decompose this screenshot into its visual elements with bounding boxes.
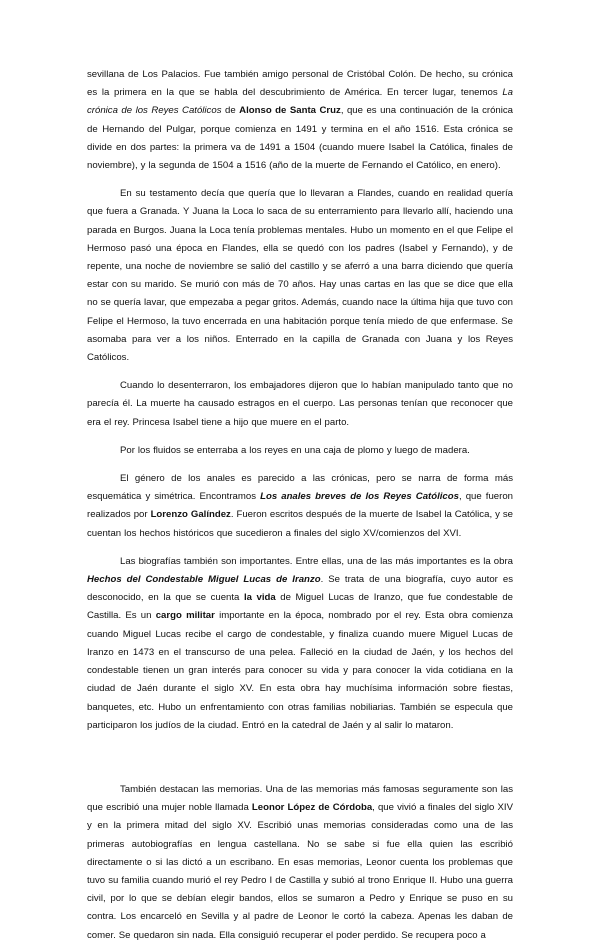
- paragraph: [87, 185, 513, 367]
- bold-italic-text-segment: Los anales breves de los Reyes Católicos: [260, 491, 459, 503]
- paragraph: [87, 470, 513, 543]
- text-segment: También destacan las memorias. Una de las memorias más famosas seguramente son las que escribió una mujer noble llamada: [87, 783, 513, 814]
- bold-text-segment: Lorenzo Galíndez: [150, 509, 231, 521]
- text-segment: de Miguel Lucas de Iranzo, que fue condestable de Castilla. Es un: [87, 592, 513, 622]
- bold-text-segment: la vida: [243, 592, 276, 604]
- document-body: [87, 66, 513, 945]
- paragraph: [87, 442, 513, 460]
- bold-text-segment: Alonso de Santa Cruz: [239, 105, 341, 117]
- bold-italic-text-segment: Hechos del Condestable Miguel Lucas de Iranzo: [87, 574, 321, 586]
- paragraph-spacer: [87, 175, 513, 185]
- paragraph-spacer: [87, 543, 513, 553]
- text-segment: . Fueron escritos después de la muerte de Isabel la Católica, y se cuentan los hechos históricos que sucedieron a finales del siglo XV/comienzos del XVI.: [87, 509, 513, 539]
- paragraph: [87, 553, 513, 735]
- text-segment: , que es una continuación de la crónica de Hernando del Pulgar, porque comienza en 1491 y termina en el año 1516. Esta crónica se divide en dos partes: la primera va de 1491 a 1504 (cuando muere Isabel la Católica, finales de noviembre), y la segunda de 1504 a 1516 (año de la muerte de Fernando el Católico, en enero).: [87, 105, 514, 172]
- text-segment: importante en la época, nombrado por el rey. Esta obra comienza cuando Miguel Lucas recibe el cargo de condestable, y finaliza cuando muere Miguel Lucas de Iranzo en 1473 en el transcurso de una pelea. Falleció en la ciudad de Jaén, y los hechos del condestable tienen un gran interés para conocer su vida y para conocer la vida cotidiana en la ciudad de Jaén durante el siglo XV. En esta obra hay muchísima información sobre fiestas, banquetes, etc. Hubo un enfrentamiento con otras familias nobiliarias. También se especula que participaron los judíos de la ciudad. Entró en la catedral de Jaén y al salir lo mataron.: [87, 610, 513, 731]
- text-segment: Las biografías también son importantes. Entre ellas, una de las más importantes es la obra: [120, 555, 513, 567]
- text-segment: , que fueron realizados por: [87, 491, 513, 521]
- text-segment: Cuando lo desenterraron, los embajadores dijeron que lo habían manipulado tanto que no parecía él. La muerte ha causado estragos en el cuerpo. Las personas tenían que reconocer que era el rey. Princesa Isabel tiene a hijo que muere en el parto.: [87, 380, 513, 428]
- text-segment: sevillana de Los Palacios. Fue también amigo personal de Cristóbal Colón. De hecho, su crónica es la primera en la que se habla del descubrimiento de América. En tercer lugar, tenemos: [87, 69, 513, 99]
- text-segment: En su testamento decía que quería que lo llevaran a Flandes, cuando en realidad quería que fuera a Granada. Y Juana la Loca lo saca de su enterramiento para llevarlo allí, haciendo una parada en Burgos. Juana la Loca tenía problemas mentales. Hubo un momento en el que Felipe el Hermoso pasó una época en Flandes, ella se quedó con los padres (Isabel y Fernando), y de repente, una noche de noviembre se salió del castillo y se aferró a una barra diciendo que quería estar con su marido. Se murió con más de 70 años. Hay unas cartas en las que se dice que ella no se quería lavar, que empezaba a pegar gritos. Además, cuando nace la última hija que tuvo con Felipe el Hermoso, la tuvo encerrada en una habitación porque tenía miedo de que enfermase. Se asomaba para ver a los niños. Enterrado en la capilla de Granada con Juana y los Reyes Católicos.: [87, 188, 513, 364]
- text-segment: . Se trata de una biografía, cuyo autor es desconocido, en la que se cuenta: [87, 574, 513, 604]
- paragraph: [87, 377, 513, 432]
- paragraph-spacer: [87, 460, 513, 470]
- paragraph-spacer: [87, 432, 513, 442]
- paragraph-spacer: [87, 735, 513, 781]
- text-segment: , que vivió a finales del siglo XIV y en la primera mitad del siglo XV. Escribió unas memorias consideradas como una de las primeras autobiografías en lengua castellana. No se sabe si fue ella quien las escribió directamente o si las dictó a un escribano. En esas memorias, Leonor cuenta los problemas que tuvo su familia cuando murió el rey Pedro I de Castilla y subió al trono Enrique II. Hubo una guerra civil, por lo que se debían elegir bandos, ellos se sumaron a Pedro y Enrique se puso en su contra. Los encarceló en Sevilla y al padre de Leonor le cortó la cabeza. Apenas les daban de comer. Se quedaron sin nada. Ella consiguió recuperar el poder perdido. Se recupera poco a: [87, 802, 513, 941]
- text-segment: El género de los anales es parecido a las crónicas, pero se narra de forma más esquemática y simétrica. Encontramos: [87, 473, 513, 503]
- italic-text-segment: La crónica de los Reyes Católicos: [87, 87, 513, 117]
- bold-text-segment: Leonor López de Córdoba: [251, 802, 373, 814]
- paragraph-spacer: [87, 367, 513, 377]
- bold-text-segment: cargo militar: [155, 610, 215, 622]
- text-segment: Por los fluidos se enterraba a los reyes en una caja de plomo y luego de madera.: [120, 444, 470, 456]
- paragraph: [87, 781, 513, 945]
- paragraph: [87, 66, 513, 175]
- text-segment: de: [221, 105, 240, 117]
